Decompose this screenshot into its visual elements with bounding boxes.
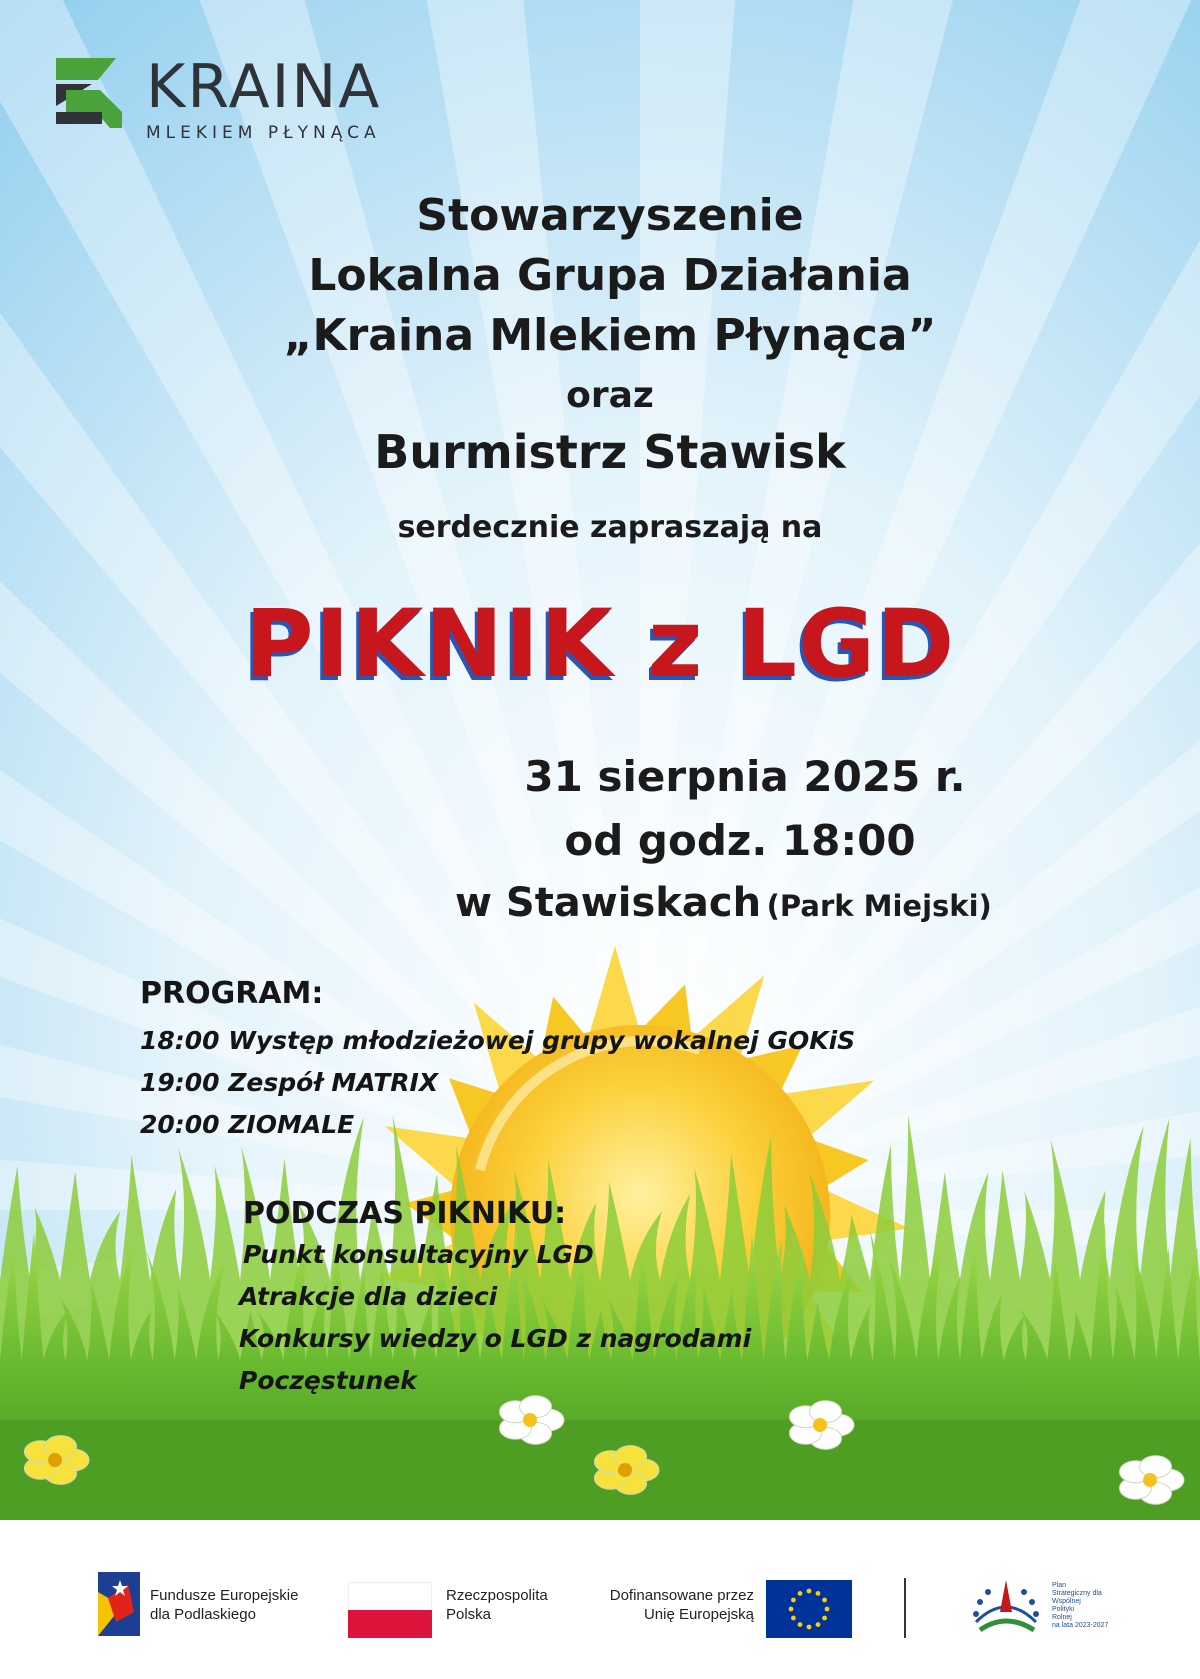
logo-tagline: MLEKIEM PŁYNĄCA: [146, 123, 381, 143]
psp-label-line-6: na lata 2023-2027: [1052, 1622, 1109, 1629]
psp-label: [1052, 1582, 1108, 1630]
event-place-name: w Stawiskach: [455, 880, 762, 926]
psp-label-line-5: Rolnej: [1052, 1614, 1072, 1621]
program-heading: PROGRAM:: [140, 976, 324, 1011]
rp-label-line-1: Rzeczpospolita: [446, 1587, 548, 1604]
during-item: Atrakcje dla dzieci: [239, 1282, 498, 1311]
program-item: 19:00 Zespół MATRIX: [140, 1068, 439, 1097]
event-title: PIKNIK z LGD: [244, 590, 956, 699]
psp-label-line-1: Plan: [1052, 1582, 1067, 1589]
event-date: 31 sierpnia 2025 r.: [524, 752, 966, 801]
organizer-line-1: Stowarzyszenie: [416, 190, 804, 241]
eu-label: [594, 1586, 754, 1624]
funding-footer: [0, 1520, 1200, 1679]
during-heading: PODCZAS PIKNIKU:: [243, 1196, 567, 1231]
logo-name: KRAINA: [146, 52, 382, 122]
footer-divider: [904, 1578, 906, 1638]
rp-label: [446, 1586, 548, 1624]
fe-label-line-1: Fundusze Europejskie: [150, 1587, 299, 1604]
organizer-line-3: „Kraina Mlekiem Płynąca”: [283, 310, 937, 361]
program-item: 18:00 Występ młodzieżowej grupy wokalnej GOKiS: [140, 1026, 856, 1055]
program-item: 20:00 ZIOMALE: [140, 1110, 355, 1139]
rp-label-line-2: Polska: [446, 1606, 492, 1623]
during-item: Punkt konsultacyjny LGD: [243, 1240, 594, 1269]
organizer-conjunction: oraz: [566, 375, 654, 416]
fe-logo-icon: [98, 1572, 140, 1636]
fe-label: [150, 1586, 298, 1624]
psp-label-line-4: Polityki: [1052, 1606, 1075, 1613]
during-item: Konkursy wiedzy o LGD z nagrodami: [239, 1324, 752, 1353]
organizer-line-2: Lokalna Grupa Działania: [308, 250, 912, 301]
psp-label-line-2: Strategiczny dla: [1052, 1590, 1102, 1597]
invitation-line: serdecznie zapraszają na: [397, 510, 823, 545]
eu-label-line-2: Unię Europejską: [643, 1606, 754, 1623]
poland-flag-icon: [348, 1582, 432, 1638]
kraina-logo-mark: [56, 50, 128, 134]
organizer-line-5: Burmistrz Stawisk: [374, 425, 846, 479]
eu-label-line-1: Dofinansowane przez: [609, 1587, 754, 1604]
event-time: od godz. 18:00: [564, 816, 916, 865]
eu-flag-icon: [766, 1580, 852, 1638]
event-place: [455, 880, 992, 926]
during-item: Poczęstunek: [239, 1366, 417, 1395]
psp-label-line-3: Wspólnej: [1052, 1598, 1081, 1605]
psp-logo-icon: [966, 1572, 1046, 1642]
event-place-detail: (Park Miejski): [766, 889, 992, 923]
fe-label-line-2: dla Podlaskiego: [150, 1606, 256, 1623]
